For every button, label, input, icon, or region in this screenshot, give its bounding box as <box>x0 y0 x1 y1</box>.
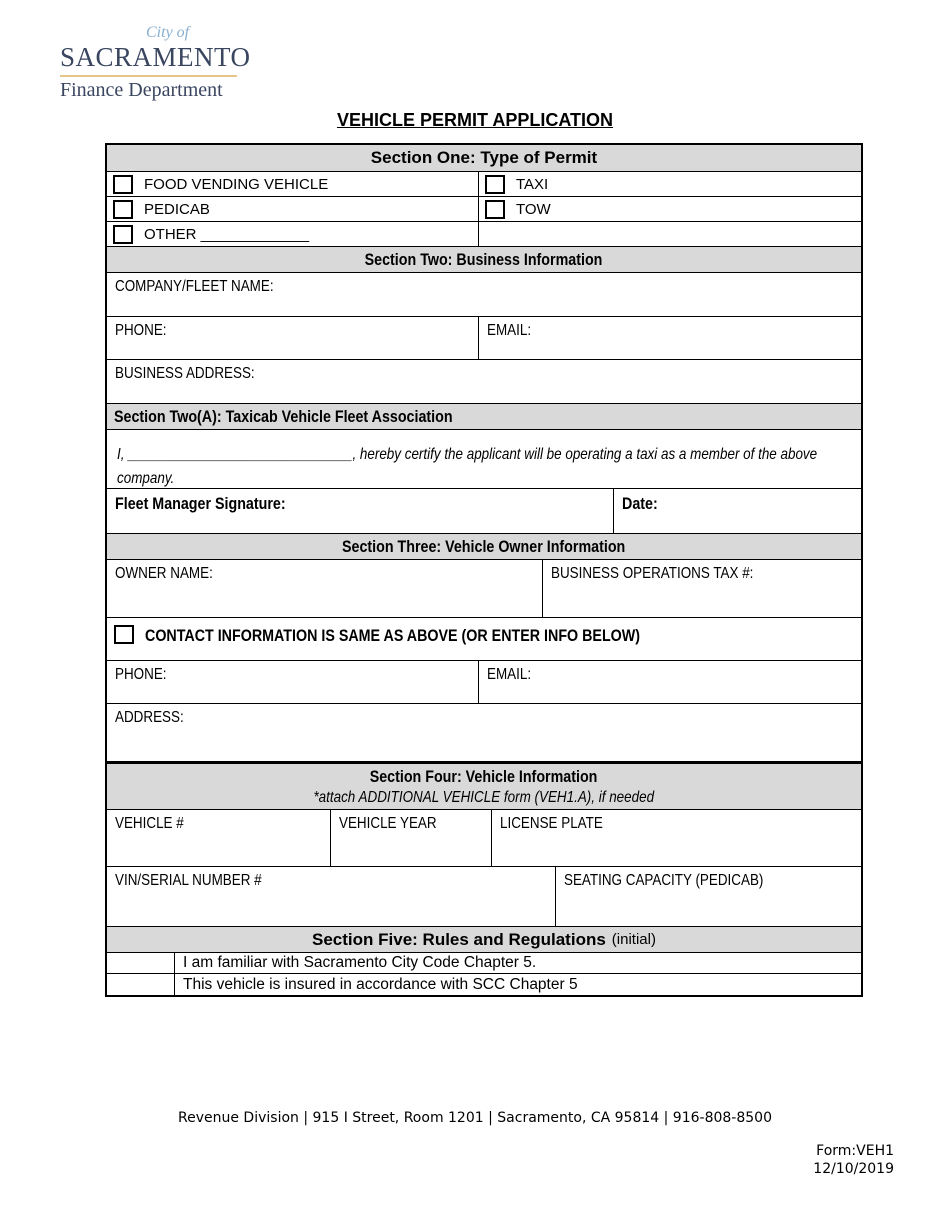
vin-row <box>107 867 861 927</box>
empty-cell <box>479 222 861 246</box>
business-operations-tax-field[interactable] <box>543 560 861 617</box>
food-vending-label: FOOD VENDING VEHICLE <box>144 175 329 193</box>
rule-2-text: This vehicle is insured in accordance with SCC Chapter 5 <box>183 975 578 993</box>
vehicle-year-label: VEHICLE YEAR <box>339 815 437 832</box>
taxi-checkbox[interactable] <box>485 175 505 194</box>
footer-address-line: Revenue Division | 915 I Street, Room 1201 | Sacramento, CA 95814 | 916-808-8500 <box>178 1110 772 1126</box>
logo-sacramento: SACRAMENTO <box>60 42 251 72</box>
seating-capacity-label: SEATING CAPACITY (PEDICAB) <box>564 872 764 889</box>
rule-text-cell <box>175 953 861 973</box>
fleet-signature-row <box>107 489 861 534</box>
rule-row <box>107 953 861 974</box>
business-phone-label: PHONE: <box>115 322 167 339</box>
taxi-label: TAXI <box>516 175 549 193</box>
section-two-header: Section Two: Business Information <box>107 247 861 272</box>
section-three-header: Section Three: Vehicle Owner Information <box>107 534 861 559</box>
option-taxi <box>479 172 861 196</box>
business-email-label: EMAIL: <box>487 322 532 339</box>
signature-date-field[interactable] <box>614 489 861 533</box>
owner-email-label: EMAIL: <box>487 666 532 683</box>
tow-checkbox[interactable] <box>485 200 505 219</box>
business-address-row <box>107 360 861 404</box>
owner-phone-field[interactable] <box>107 661 479 703</box>
option-tow <box>479 197 861 221</box>
other-checkbox[interactable] <box>113 225 133 244</box>
fleet-manager-signature-field[interactable] <box>107 489 614 533</box>
section-four-note: *attach ADDITIONAL VEHICLE form (VEH1.A), if needed <box>313 788 655 806</box>
vin-serial-label: VIN/SERIAL NUMBER # <box>115 872 262 889</box>
business-phone-email-row <box>107 317 861 360</box>
section-two-a-header-row <box>107 404 861 430</box>
rule-1-text: I am familiar with Sacramento City Code Chapter 5. <box>183 954 537 971</box>
logo-department: Finance Department <box>60 79 223 101</box>
section-one-header-row <box>107 145 861 172</box>
certify-statement-text: I, ______________________________, hereby certify the applicant will be operating a taxi as a member of the above company. <box>117 446 818 487</box>
section-one-option-row <box>107 222 861 247</box>
certify-statement-field[interactable] <box>107 430 861 488</box>
page-title: VEHICLE PERMIT APPLICATION <box>336 110 613 130</box>
section-one-option-row <box>107 197 861 222</box>
owner-name-field[interactable] <box>107 560 543 617</box>
tow-label: TOW <box>516 200 551 218</box>
food-vending-checkbox[interactable] <box>113 175 133 194</box>
vehicle-number-label: VEHICLE # <box>115 815 184 832</box>
form-number: Form:VEH1 <box>816 1143 894 1159</box>
contact-same-label: CONTACT INFORMATION IS SAME AS ABOVE (OR ENTER INFO BELOW) <box>145 626 641 645</box>
seating-capacity-field[interactable] <box>556 867 861 926</box>
logo-gold-rule <box>60 75 237 77</box>
vehicle-year-field[interactable] <box>331 810 492 866</box>
section-five-header-suffix: (initial) <box>611 931 656 948</box>
owner-address-field[interactable] <box>107 704 861 761</box>
section-five-header-title: Section Five: Rules and Regulations <box>312 929 606 949</box>
other-label[interactable]: OTHER _____________ <box>144 225 310 243</box>
section-one-header: Section One: Type of Permit <box>107 145 861 171</box>
business-email-field[interactable] <box>479 317 861 359</box>
logo-city-of: City of <box>146 24 190 41</box>
owner-email-field[interactable] <box>479 661 861 703</box>
section-two-header-row <box>107 247 861 273</box>
vehicle-permit-form <box>105 143 863 997</box>
certify-statement-row <box>107 430 861 489</box>
company-name-row <box>107 273 861 317</box>
signature-date-label: Date: <box>622 494 658 513</box>
section-two-a-header: Section Two(A): Taxicab Vehicle Fleet Association <box>107 404 861 429</box>
fleet-manager-signature-label: Fleet Manager Signature: <box>115 494 286 513</box>
owner-address-row <box>107 704 861 764</box>
option-pedicab <box>107 197 479 221</box>
option-other <box>107 222 479 246</box>
vehicle-number-field[interactable] <box>107 810 331 866</box>
section-five-header-row <box>107 927 861 953</box>
business-operations-tax-label: BUSINESS OPERATIONS TAX #: <box>551 565 754 582</box>
license-plate-label: LICENSE PLATE <box>500 815 603 832</box>
vin-serial-field[interactable] <box>107 867 556 926</box>
form-reference <box>813 1142 894 1178</box>
business-address-field[interactable] <box>107 360 861 403</box>
business-phone-field[interactable] <box>107 317 479 359</box>
city-logo <box>60 24 280 102</box>
contact-same-cell <box>107 618 861 660</box>
rule-initial-field[interactable] <box>107 953 175 973</box>
owner-name-label: OWNER NAME: <box>115 565 213 582</box>
form-date: 12/10/2019 <box>813 1161 894 1177</box>
owner-address-label: ADDRESS: <box>115 709 184 726</box>
rule-text-cell <box>175 974 861 995</box>
contact-same-row <box>107 618 861 661</box>
license-plate-field[interactable] <box>492 810 861 866</box>
company-name-field[interactable] <box>107 273 861 316</box>
rule-initial-field[interactable] <box>107 974 175 995</box>
rule-row <box>107 974 861 995</box>
owner-row <box>107 560 861 618</box>
vehicle-info-row <box>107 810 861 867</box>
section-four-header-row <box>107 764 861 810</box>
option-food-vending <box>107 172 479 196</box>
pedicab-label: PEDICAB <box>144 200 210 218</box>
section-four-header <box>107 764 861 809</box>
section-three-header-row <box>107 534 861 560</box>
owner-phone-label: PHONE: <box>115 666 167 683</box>
section-four-header-title: Section Four: Vehicle Information <box>370 766 598 786</box>
section-five-header <box>107 927 861 952</box>
company-name-label: COMPANY/FLEET NAME: <box>115 278 274 295</box>
pedicab-checkbox[interactable] <box>113 200 133 219</box>
business-address-label: BUSINESS ADDRESS: <box>115 365 255 382</box>
contact-same-checkbox[interactable] <box>114 625 134 644</box>
owner-phone-email-row <box>107 661 861 704</box>
section-one-option-row <box>107 172 861 197</box>
